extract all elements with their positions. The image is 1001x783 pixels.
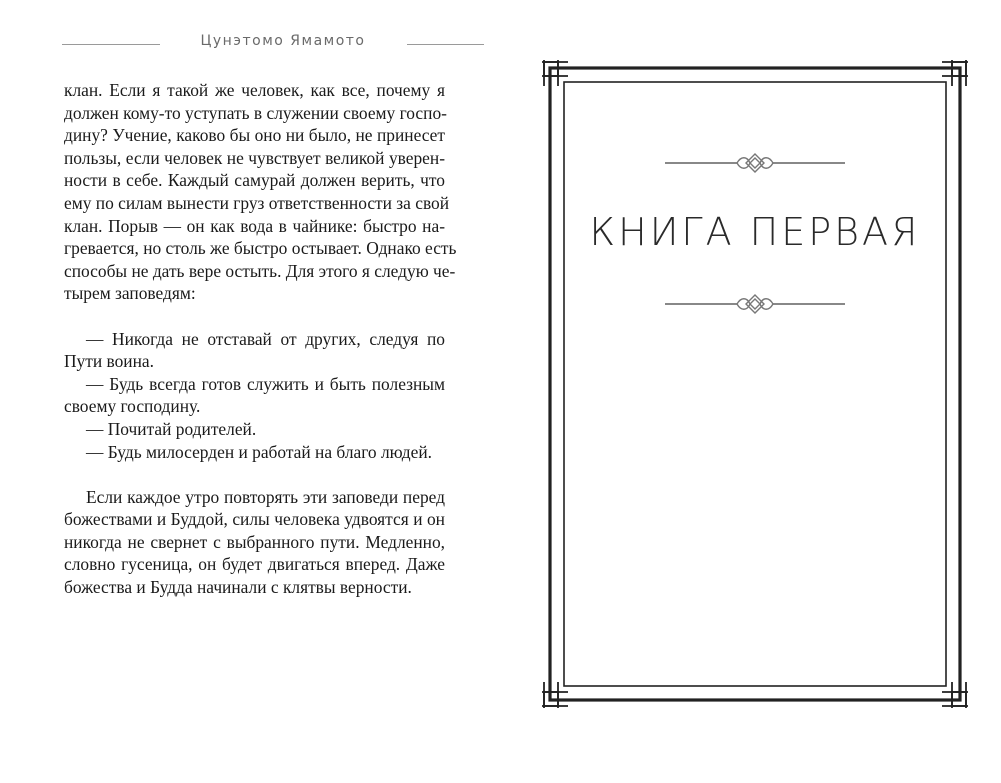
header-rule-right xyxy=(407,44,484,45)
text-line: способы не дать вере остыть. Для этого я следую че- xyxy=(64,260,456,281)
page-body-text xyxy=(64,79,457,599)
endless-knot-icon xyxy=(665,152,845,174)
text-line: ему по силам вынести груз ответственности за свой xyxy=(64,192,450,213)
text-line: пользы, если человек не чувствует великой уверен- xyxy=(64,147,445,168)
text-line: клан. Если я такой же человек, как все, почему я xyxy=(64,80,445,100)
text-line: гревается, но столь же быстро остывает. Однако есть xyxy=(64,238,457,259)
text-line: дину? Учение, каково бы оно ни было, не принесет xyxy=(64,125,445,146)
text-line: никогда не свернет с выбранного пути. Медленно, xyxy=(64,531,445,552)
running-header xyxy=(62,30,484,60)
text-line: должен кому-то уступать в служении своему госпо- xyxy=(64,102,447,123)
precept-line: Пути воина. xyxy=(64,351,154,372)
precept-line: своему господину. xyxy=(64,396,201,417)
endless-knot-icon xyxy=(665,293,845,315)
precept-line: — Будь всегда готов служить и быть полезным xyxy=(86,373,445,394)
precept-line: — Будь милосерден и работай на благо людей. xyxy=(86,441,432,462)
text-line: словно гусеница, он будет двигаться вперед. Даже xyxy=(64,554,445,575)
text-line: клан. Порыв — он как вода в чайнике: быстро на- xyxy=(64,215,445,236)
chapter-title: КНИГА ПЕРВАЯ xyxy=(589,210,921,254)
header-rule-left xyxy=(62,44,160,45)
precept-line: — Почитай родителей. xyxy=(86,418,257,439)
precept-line: — Никогда не отставай от других, следуя по xyxy=(86,328,445,349)
text-line: божества и Будда начинали с клятвы верности. xyxy=(64,577,412,598)
running-header-author: Цунэтомо Ямамото xyxy=(200,33,366,49)
text-line: божествами и Буддой, силы человека удвоятся и он xyxy=(64,509,445,530)
text-line: ности в себе. Каждый самурай должен верить, что xyxy=(64,170,445,191)
text-line: Если каждое утро повторять эти заповеди перед xyxy=(86,486,445,507)
paragraph-gap xyxy=(64,305,445,328)
paragraph-gap xyxy=(64,463,445,486)
text-line: тырем заповедям: xyxy=(64,283,196,304)
